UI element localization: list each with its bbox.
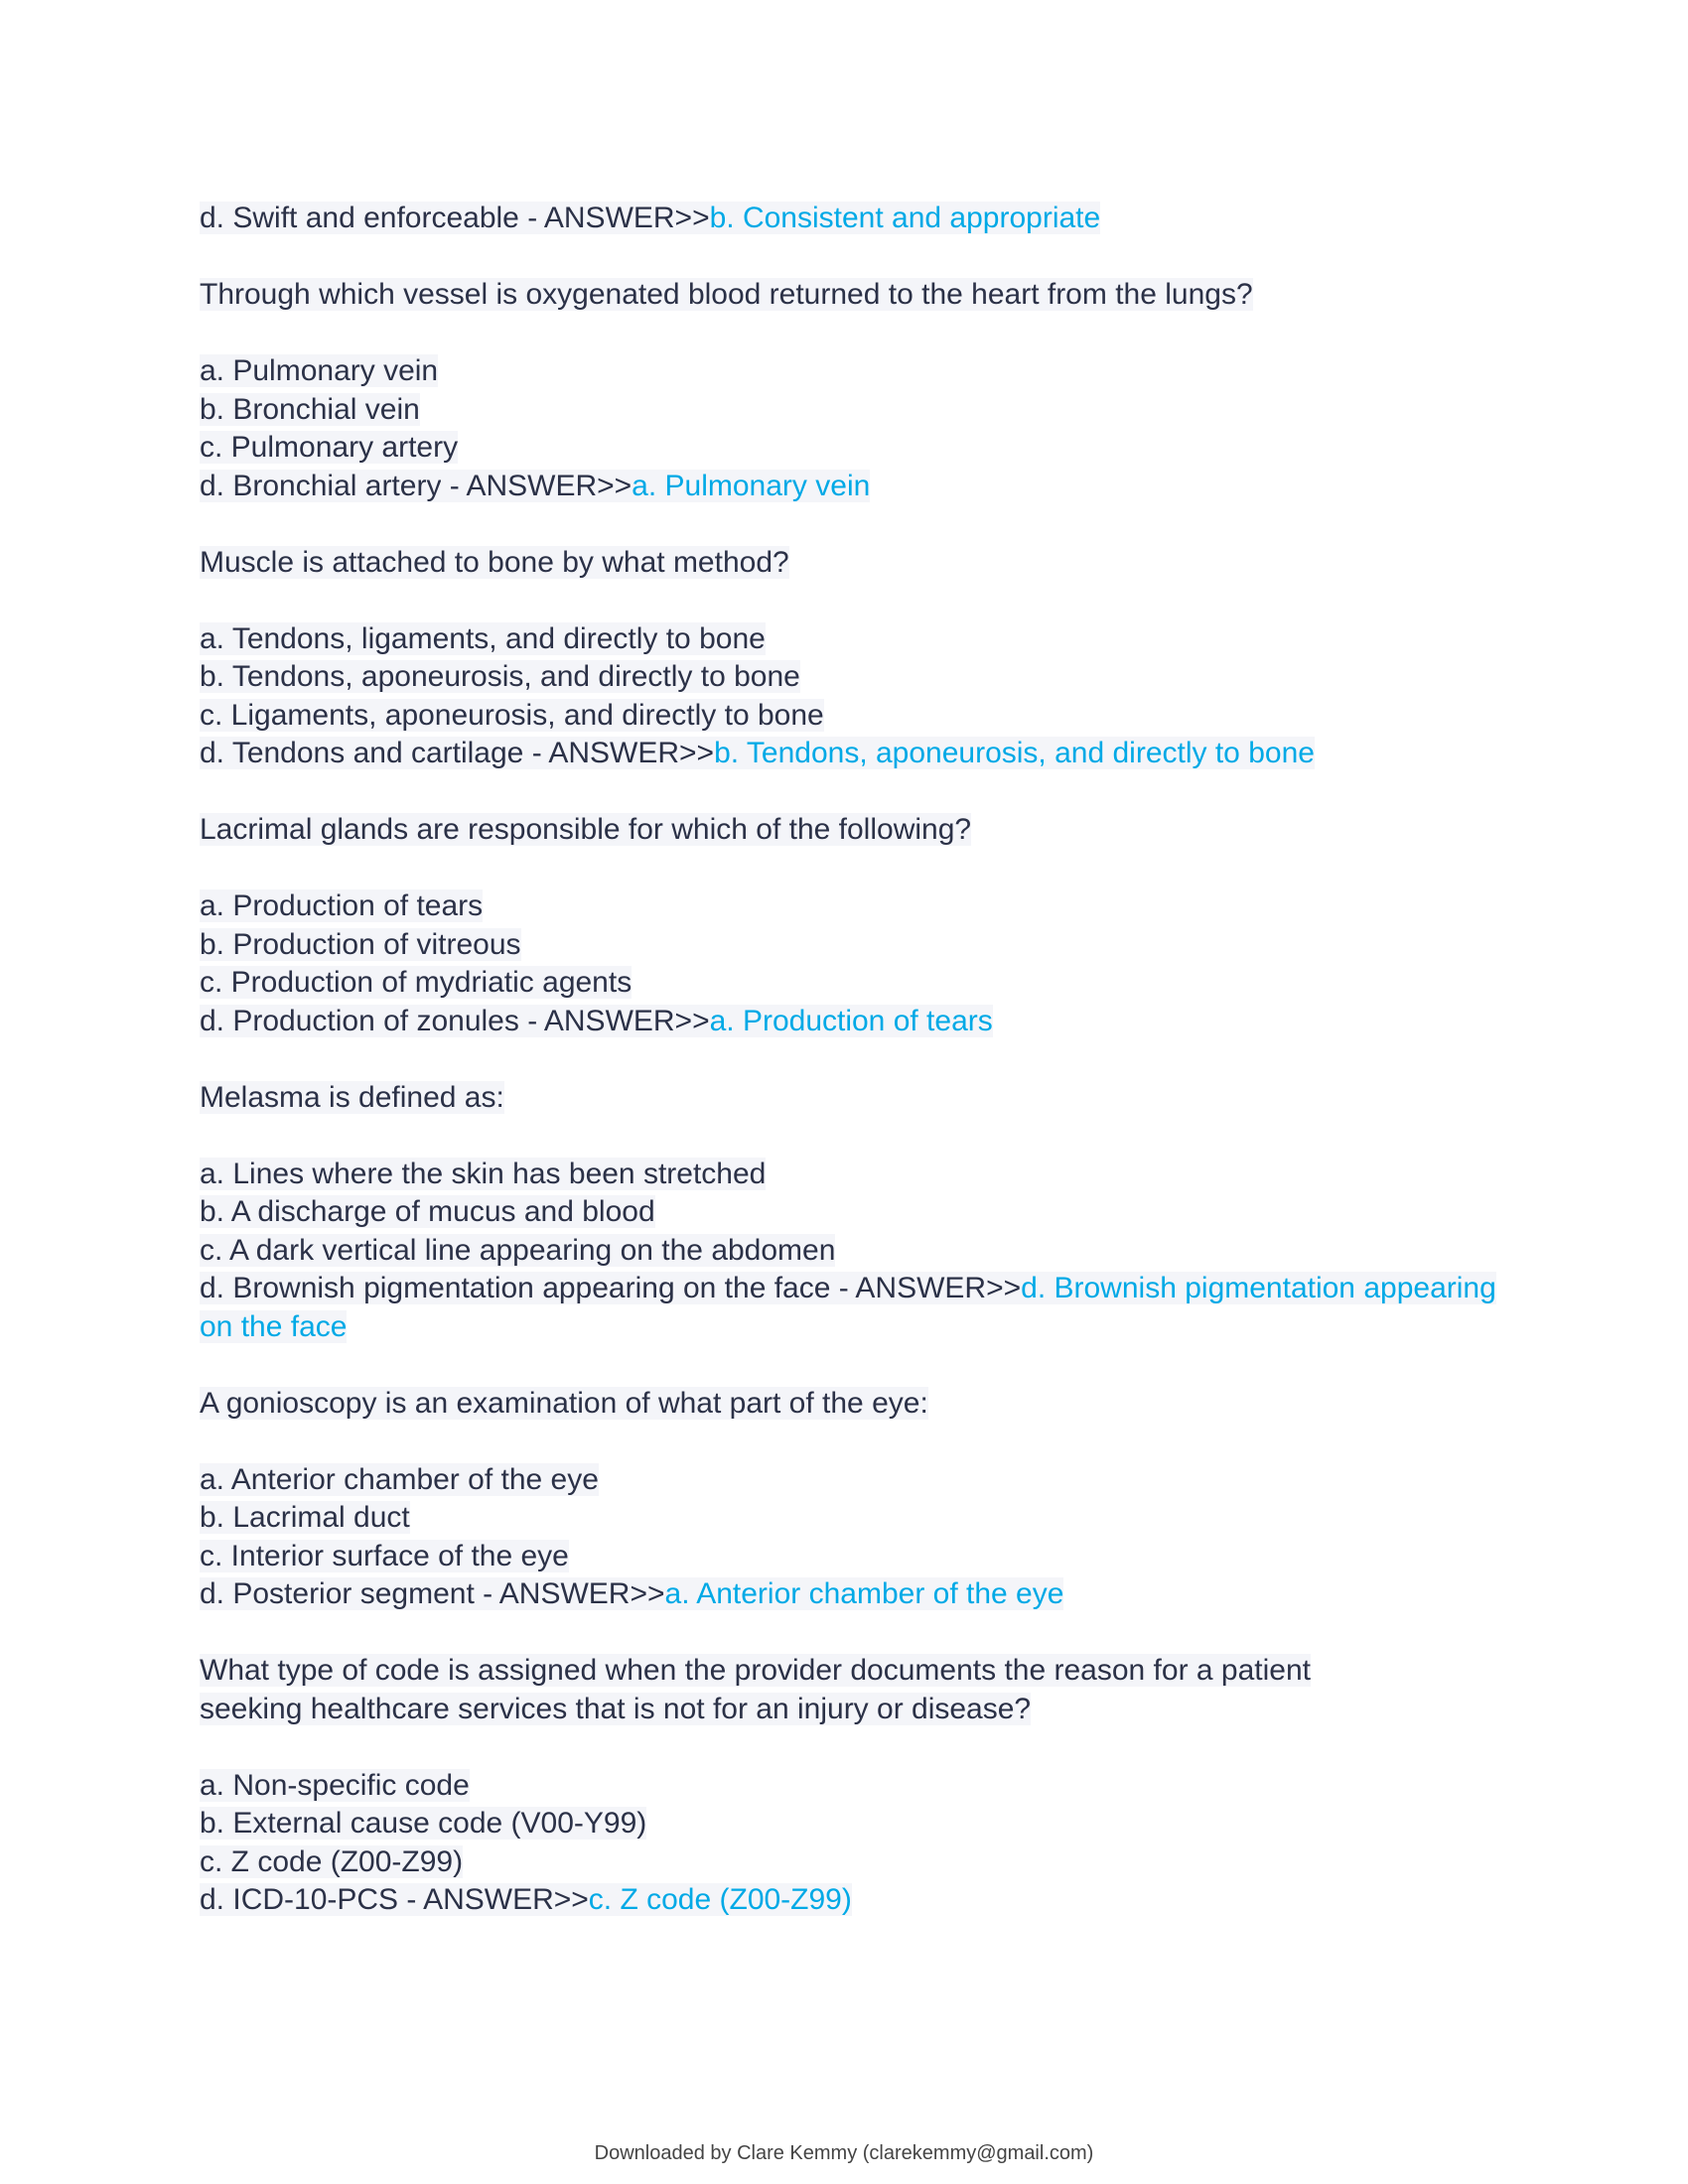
answer-marker: - ANSWER>> [523,737,715,769]
question-block [200,1385,1500,1653]
option-text: b. Bronchial vein [200,392,420,426]
question-stem-line [200,1652,1500,1691]
option-text: a. Pulmonary vein [200,354,439,387]
option-line [200,964,1500,1003]
option-text: a. Tendons, ligaments, and directly to bone [200,621,766,655]
answer-marker: - ANSWER>> [474,1577,665,1610]
question-stem-line [200,1385,1500,1424]
option-text: d. Bronchial artery [200,469,442,502]
option-text: a. Lines where the skin has been stretched [200,1157,767,1190]
option-line [200,352,1500,391]
document-body [200,200,1500,1920]
answer-marker: - ANSWER>> [518,1004,710,1037]
spacer [200,1117,1500,1156]
option-line [200,926,1500,965]
spacer [200,315,1500,353]
option-line [200,391,1500,430]
answer-marker: - ANSWER>> [441,469,633,502]
option-text: c. Pulmonary artery [200,431,459,464]
option-line [200,1843,1500,1882]
option-text: c. Interior surface of the eye [200,1539,569,1572]
question-block [200,200,1500,276]
question-stem-line [200,544,1500,583]
option-line [200,429,1500,468]
question-text: Melasma is defined as: [200,1080,504,1114]
option-text: d. ICD-10-PCS [200,1883,399,1916]
option-line [200,697,1500,736]
spacer [200,1614,1500,1653]
correct-answer: b. Tendons, aponeurosis, and directly to bone [714,737,1315,769]
spacer [200,773,1500,812]
spacer [200,850,1500,888]
option-line [200,1193,1500,1232]
question-block [200,1652,1500,1920]
answer-marker: - ANSWER>> [398,1883,589,1916]
spacer [200,505,1500,544]
option-text: c. Z code (Z00-Z99) [200,1844,464,1878]
answer-marker: - ANSWER>> [518,202,710,234]
option-line [200,887,1500,926]
option-text: a. Non-specific code [200,1768,470,1802]
spacer [200,1040,1500,1079]
question-stem-line [200,276,1500,315]
option-line [200,1232,1500,1271]
question-text: A gonioscopy is an examination of what part of the eye: [200,1386,928,1420]
option-text: d. Posterior segment [200,1577,475,1610]
correct-answer: c. Z code (Z00-Z99) [588,1883,852,1916]
correct-answer: d. Brownish pigmentation appearing on the face [200,1272,1496,1343]
question-text: Muscle is attached to bone by what method? [200,545,789,579]
answer-marker: - ANSWER>> [830,1272,1022,1304]
question-stem-line [200,811,1500,850]
option-text: d. Production of zonules [200,1004,519,1037]
option-line [200,658,1500,697]
spacer [200,1423,1500,1461]
spacer [200,238,1500,277]
spacer [200,582,1500,620]
correct-answer: a. Anterior chamber of the eye [664,1577,1064,1610]
question-stem-line [200,1691,1500,1729]
answer-line [200,735,1500,773]
option-text: b. Tendons, aponeurosis, and directly to bone [200,660,800,693]
correct-answer: b. Consistent and appropriate [709,202,1101,234]
question-block [200,811,1500,1079]
answer-line [200,468,1500,506]
question-block [200,1079,1500,1385]
question-text: Through which vessel is oxygenated blood returned to the heart from the lungs? [200,278,1253,311]
download-footer: Downloaded by Clare Kemmy (clarekemmy@gmail.com) [594,2142,1094,2164]
option-line [200,1499,1500,1538]
spacer [200,1728,1500,1767]
option-line [200,1461,1500,1500]
option-text: b. Production of vitreous [200,927,521,961]
option-text: b. External cause code (V00-Y99) [200,1807,647,1840]
question-text: seeking healthcare services that is not for an injury or disease? [200,1692,1032,1725]
spacer [200,1346,1500,1385]
correct-answer: a. Pulmonary vein [632,469,871,502]
question-block [200,544,1500,812]
answer-line [200,200,1500,238]
option-text: b. Lacrimal duct [200,1501,410,1534]
option-text: c. Ligaments, aponeurosis, and directly to bone [200,698,824,732]
option-text: a. Production of tears [200,889,484,922]
question-block [200,276,1500,544]
answer-line [200,1881,1500,1920]
option-line [200,1805,1500,1843]
option-text: b. A discharge of mucus and blood [200,1195,655,1228]
answer-line [200,1270,1500,1346]
question-stem-line [200,1079,1500,1118]
option-text: d. Tendons and cartilage [200,737,524,769]
option-text: c. Production of mydriatic agents [200,966,633,999]
option-line [200,1538,1500,1576]
correct-answer: a. Production of tears [709,1004,993,1037]
option-text: c. A dark vertical line appearing on the abdomen [200,1233,836,1267]
option-line [200,1156,1500,1194]
option-text: d. Brownish pigmentation appearing on the face [200,1272,831,1304]
answer-line [200,1575,1500,1614]
option-line [200,620,1500,659]
answer-line [200,1003,1500,1041]
option-text: d. Swift and enforceable [200,202,519,234]
option-line [200,1767,1500,1806]
question-text: What type of code is assigned when the provider documents the reason for a patient [200,1654,1311,1687]
question-text: Lacrimal glands are responsible for which of the following? [200,813,972,846]
option-text: a. Anterior chamber of the eye [200,1462,599,1496]
